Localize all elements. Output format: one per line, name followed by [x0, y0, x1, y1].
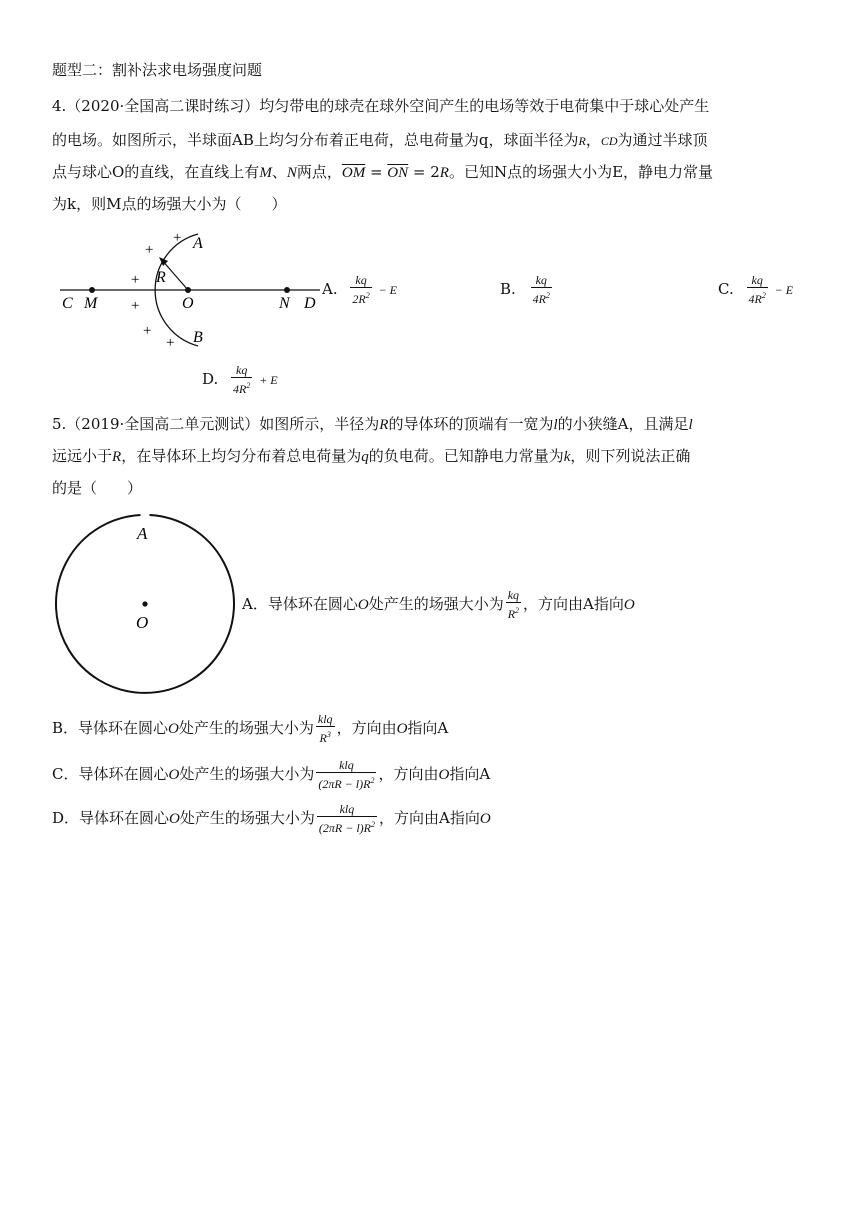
q4-line-3-end: 。已知N点的场强大小为E，静电力常量 — [448, 163, 714, 181]
q5-line-1 — [52, 414, 693, 435]
q5-option-d-end: O — [479, 811, 491, 827]
q5-r-symbol: R — [379, 417, 389, 433]
q4-line-4: 为k，则M点的场强大小为（ ） — [52, 195, 287, 213]
q5-option-d[interactable] — [52, 800, 491, 837]
q5-option-c-end2: 指向A — [449, 765, 491, 783]
q4-m-symbol: M — [259, 165, 272, 181]
label-o: O — [182, 295, 194, 312]
q5-option-c-den: $(2\pi R - l)R^2$ — [316, 772, 376, 791]
q4-dun: 、 — [271, 163, 287, 181]
q4-hemisphere-figure — [58, 222, 328, 352]
q5-option-c-mid: 处产生的场强大小为 — [179, 765, 315, 783]
section-title: 题型二：割补法求电场强度问题 — [52, 61, 263, 79]
q4-line-1: 4.（2020·全国高二课时练习）均匀带电的球壳在球外空间产生的电场等效于电荷集中于球心处产生 — [52, 97, 710, 115]
q5-option-a-post: ，方向由A指向 — [523, 595, 624, 613]
q4-option-b[interactable] — [500, 272, 554, 306]
q5-option-b-den: $R^3$ — [316, 726, 335, 745]
q4-option-b-num: kq — [535, 273, 547, 287]
q5-option-a-den: $R^2$ — [506, 602, 521, 621]
q5-r-symbol-2: R — [112, 449, 122, 465]
q5-option-d-post: ，方向由A指向 — [379, 809, 480, 827]
q5-l-symbol-2: l — [688, 417, 693, 433]
q4-option-a-label: A. — [322, 280, 338, 298]
q4-option-a-den: $2R^2$ — [350, 287, 371, 306]
q5-line-1-b: 的导体环的顶端有一宽为 — [388, 415, 554, 433]
q5-option-d-den: $(2\pi R - l)R^2$ — [317, 816, 377, 835]
q4-option-b-den: $4R^2$ — [531, 287, 552, 306]
q4-option-d-num: kq — [236, 363, 248, 377]
label-r: R — [156, 269, 166, 286]
q5-option-d-pre: D．导体环在圆心 — [52, 809, 170, 827]
q5-option-b-end: O — [396, 721, 408, 737]
label-m: M — [84, 295, 98, 312]
q5-option-a-fraction — [506, 589, 521, 621]
q5-option-c-fraction — [316, 759, 376, 791]
q5-option-a-mid: 处产生的场强大小为 — [368, 595, 504, 613]
q4-option-c[interactable] — [718, 272, 793, 307]
q5-option-b-post: ，方向由 — [336, 719, 397, 737]
q5-line-2-d: ，则下列说法正确 — [570, 447, 691, 465]
q5-k-symbol: k — [563, 449, 571, 465]
q4-option-c-label: C. — [718, 280, 734, 298]
q4-option-d-tail: + E — [259, 373, 278, 387]
label-center-o: O — [136, 613, 149, 632]
q5-option-b-mid: 处产生的场强大小为 — [178, 719, 314, 737]
q5-option-a-o: O — [357, 597, 369, 613]
q5-line-3: 的是（ ） — [52, 479, 143, 497]
q4-r2-symbol: R — [439, 165, 449, 181]
q4-n-symbol: N — [286, 165, 297, 181]
q4-option-c-den: $4R^2$ — [747, 287, 768, 306]
q4-option-a-tail: − E — [378, 283, 397, 297]
q5-option-b-o: O — [168, 721, 179, 737]
q4-eq1: = — [365, 163, 388, 181]
q5-line-2-a: 远远小于 — [52, 447, 113, 465]
q5-option-d-fraction — [317, 803, 377, 835]
q4-option-d-fraction — [231, 364, 252, 396]
q4-cd-symbol: CD — [600, 134, 618, 148]
q4-option-d-den: $4R^2$ — [231, 377, 252, 396]
q5-option-c-pre: C．导体环在圆心 — [52, 765, 169, 783]
point-n — [284, 287, 290, 293]
q4-comma: ， — [585, 131, 601, 149]
q4-eq2: = 2 — [408, 163, 440, 181]
point-o — [185, 287, 191, 293]
q4-line-3-text: 点与球心O的直线，在直线上有 — [52, 163, 260, 181]
point-m — [89, 287, 95, 293]
label-n: N — [279, 295, 290, 312]
q5-line-2-b: ，在导体环上均匀分布着总电荷量为 — [121, 447, 362, 465]
q5-option-a-pre: A．导体环在圆心 — [242, 595, 358, 613]
q4-option-c-num: kq — [751, 273, 763, 287]
plus-6: + — [166, 335, 175, 351]
q4-line-2-text: 的电场。如图所示，半球面AB上均匀分布着正电荷，总电荷量为q，球面半径为 — [52, 131, 579, 149]
plus-2: + — [145, 242, 154, 258]
plus-1: + — [173, 230, 182, 246]
plus-5: + — [143, 323, 152, 339]
q5-line-1-c: 的小狭缝A，且满足 — [557, 415, 689, 433]
q5-option-b-end2: 指向A — [407, 719, 449, 737]
label-d: D — [304, 295, 316, 312]
plus-4: + — [131, 298, 140, 314]
q5-ring-figure — [52, 508, 240, 698]
q5-option-c-post: ，方向由 — [378, 765, 439, 783]
q5-option-a[interactable] — [242, 586, 635, 623]
q5-line-1-a: 5.（2019·全国高二单元测试）如图所示，半径为 — [52, 415, 380, 433]
label-c: C — [62, 295, 73, 312]
q5-option-d-mid: 处产生的场强大小为 — [179, 809, 315, 827]
q5-q-symbol: q — [361, 449, 369, 465]
q4-option-b-fraction — [531, 274, 552, 306]
q4-om-symbol: $\overline{OM}$ — [341, 165, 366, 181]
q5-option-b-num: klq — [317, 712, 333, 726]
q5-option-a-end: O — [623, 597, 635, 613]
q5-option-c[interactable] — [52, 756, 490, 793]
label-b: B — [193, 329, 203, 346]
q4-option-c-tail: − E — [774, 283, 794, 297]
q5-line-2 — [52, 446, 690, 467]
q4-on-symbol: $\overline{ON}$ — [387, 165, 409, 181]
q5-line-2-c: 的负电荷。已知静电力常量为 — [368, 447, 564, 465]
q4-line-2-end: 为通过半球顶 — [617, 131, 708, 149]
q5-option-b-pre: B．导体环在圆心 — [52, 719, 169, 737]
q4-option-b-label: B. — [500, 280, 516, 298]
label-a: A — [193, 235, 203, 252]
q4-line-2 — [52, 130, 708, 151]
center-point-o — [142, 601, 147, 606]
q5-option-b-fraction — [316, 713, 335, 745]
label-gap-a: A — [137, 524, 148, 543]
q4-radius-symbol: R — [578, 134, 586, 148]
q4-option-a-fraction — [350, 274, 371, 306]
q5-option-c-end: O — [438, 767, 450, 783]
q4-option-a-num: kq — [355, 273, 367, 287]
q5-option-b[interactable] — [52, 710, 448, 747]
q4-option-d-label: D. — [202, 370, 219, 388]
q5-option-a-num: kq — [507, 588, 520, 602]
q4-option-c-fraction — [747, 274, 768, 306]
q4-option-a[interactable] — [322, 272, 397, 307]
plus-3: + — [131, 272, 140, 288]
q5-option-d-num: klq — [339, 802, 355, 816]
q5-option-c-num: klq — [339, 758, 354, 772]
q4-line-3 — [52, 162, 713, 183]
q5-option-c-o: O — [168, 767, 180, 783]
q4-line-3-mid: 两点， — [296, 163, 342, 181]
q5-l-symbol: l — [553, 417, 558, 433]
q4-option-d[interactable] — [202, 362, 278, 397]
q5-option-d-o: O — [169, 811, 180, 827]
